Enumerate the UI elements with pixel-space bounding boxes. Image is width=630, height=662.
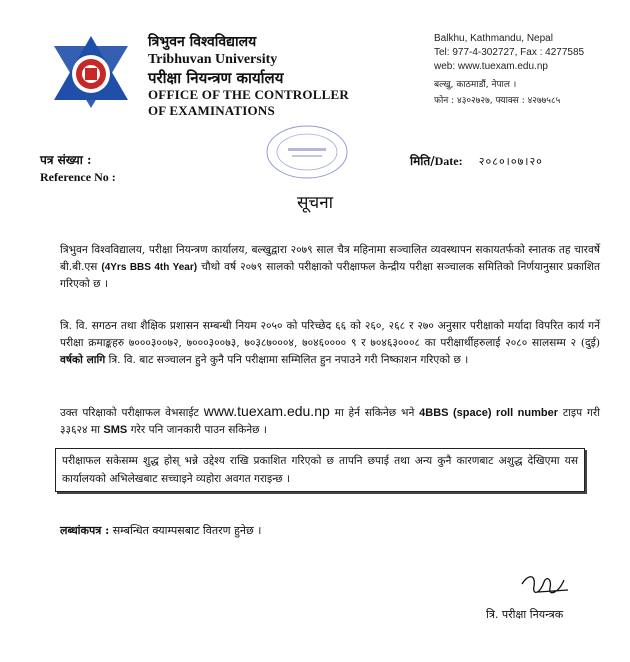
marksheet-note (60, 523, 261, 538)
para3-text-b: मा हेर्न सकिनेछ भने (334, 407, 415, 419)
paragraph-1 (60, 242, 600, 293)
tel-np: फोन : ४३०२७२७, फ्याक्स : ४२७७५८५ (434, 96, 561, 106)
office-name-np: परीक्षा नियन्त्रण कार्यालय (148, 69, 284, 87)
contact-block (434, 32, 584, 108)
reference-block (40, 152, 116, 186)
patra-sankhya-label: पत्र संख्या : (40, 153, 92, 167)
result-website-link[interactable]: www.tuexam.edu.np (203, 403, 330, 419)
address-np: बल्खु, काठमाडौं, नेपाल । (434, 80, 517, 90)
para2-bold-duration: वर्षको लागि (60, 354, 106, 366)
sms-code: 4BBS (space) roll number (419, 407, 558, 419)
para2-text-c: त्रि. वि. बाट सञ्चालन हुने कुनै पनि परीक्षामा सम्मिलित हुन नपाउने गरी निष्काशन गरिएको छ । (108, 354, 469, 366)
controller-signature (518, 570, 578, 604)
para3-text-d: गरेर पनि जानकारी पाउन सकिनेछ । (130, 424, 267, 436)
signer-title: त्रि. परीक्षा नियन्त्रक (486, 608, 564, 621)
reference-label: Reference No : (40, 170, 116, 184)
university-name-np: त्रिभुवन विश्वविद्यालय (148, 34, 257, 50)
disclaimer-text: परीक्षाफल सकेसम्म शुद्ध होस् भन्ने उद्देश्य राखि प्रकाशित गरिएको छ तापनि छपाई तथा अन्य कुनै कारणबाट अशुद्ध देखिएमा यस कार्यालयको अभिलेखबाट सच्चाइने व्यहोरा अवगत गराइन्छ । (62, 455, 578, 485)
address-en: Balkhu, Kathmandu, Nepal (434, 33, 553, 44)
university-header (148, 34, 349, 119)
office-stamp (262, 122, 352, 182)
paragraph-2 (60, 318, 600, 369)
disclaimer-box (55, 448, 585, 492)
university-name-en: Tribhuvan University (148, 52, 278, 67)
paragraph-3 (60, 403, 600, 439)
para3-text-a: उक्त परिक्षाको परीक्षाफल वेभसाईट (60, 407, 199, 419)
date-block (410, 152, 543, 169)
office-name-en-line2: OF EXAMINATIONS (148, 103, 275, 118)
office-name-en-line1: OFFICE OF THE CONTROLLER (148, 87, 349, 102)
tel-en: Tel: 977-4-302727, Fax : 4277585 (434, 47, 585, 58)
para1-text-c: चौथो वर्ष २०७९ सालको परीक्षाको परीक्षाफल केन्द्रीय परीक्षा सञ्चालक समितिको निर्णयानुसार प्रकाशित गरिएको छ । (60, 261, 601, 290)
date-label-en: Date: (434, 154, 463, 168)
date-value: २०८०।०७।२० (478, 155, 543, 168)
date-label-np: मिति/ (410, 154, 435, 168)
para1-program-code: (4Yrs BBS 4th Year) (101, 262, 198, 273)
para1-text-a: त्रिभुवन विश्वविद्यालय, परीक्षा नियन्त्रण कार्यालय, बल्खुद्वारा २०७९ साल चैत्र महिनामा सञ्चालित व्यवस्थापन सकायतर्फको स्नातक तह चारवर्षे बी.बी.एस (60, 244, 600, 273)
marksheet-label: लब्धांकपत्र : (60, 524, 110, 537)
marksheet-text: सम्बन्धित क्याम्पसबाट वितरण हुनेछ । (112, 524, 262, 537)
sms-label: SMS (103, 424, 128, 436)
notice-title: सूचना (296, 193, 334, 213)
para3-text-c: टाइप गरी ३३६२४ मा (60, 407, 600, 436)
para2-text-a: त्रि. वि. सगठन तथा शैक्षिक प्रशासन सम्बन्धी नियम २०५० को परिच्छेद ६६ को २६०, २६८ र २७० अनुसार परीक्षाको मर्यादा विपरित कार्य गर्ने परीक्षा क्रमाङ्कहरु ७०००३००७२, ७०००३००७३, ७०३८७०००४, ७०४६०००० ९ र ७०४६३०००८ का परीक्षार्थीहरुलाई २०८० सालसम्म २ (दुई) (60, 320, 600, 349)
web-en: web: www.tuexam.edu.np (434, 61, 548, 72)
tu-logo (52, 34, 130, 110)
